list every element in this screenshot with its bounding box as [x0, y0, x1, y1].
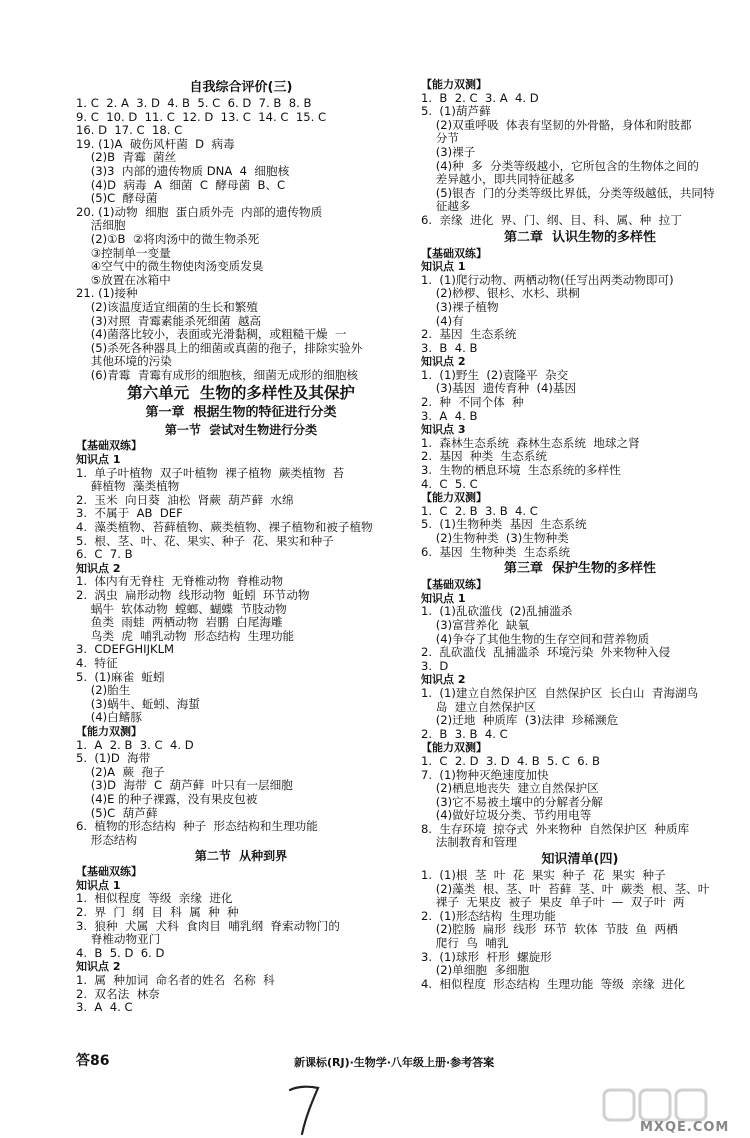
knowledge-point-label: 知识点 2	[421, 355, 466, 369]
chapter-heading: 自我综合评价(三)	[189, 80, 293, 95]
answer-line: (3)它不易被土壤中的分解者分解	[421, 795, 603, 809]
answer-line: 7. (1)物种灭绝速度加快	[421, 768, 549, 782]
answer-line: (3)裸子植物	[421, 300, 499, 314]
page-number: 答86	[76, 1053, 110, 1069]
section-heading: 【能力双测】	[421, 741, 487, 755]
chapter-heading: 第一节 尝试对生物进行分类	[164, 423, 318, 438]
answer-line: 2. 乱砍滥伐 乱捕滥杀 环境污染 外来物种入侵	[421, 646, 671, 660]
answer-line: (2)迁地 种质库 (3)法律 珍稀濒危	[421, 714, 619, 728]
answer-line: 21. (1)接种	[76, 287, 138, 301]
answer-line: ⑤放置在冰箱中	[76, 273, 171, 287]
answer-line: 6. 基因 生物种类 生态系统	[421, 545, 571, 559]
answer-line: (4)做好垃圾分类、节约用电等	[421, 809, 592, 823]
answer-line: 1. C 2. A 3. D 4. B 5. C 6. D 7. B 8. B	[76, 97, 312, 110]
watermark-text: MXQE.COM	[640, 1120, 730, 1135]
answer-line: 藓植物 藻类植物	[76, 480, 180, 494]
answer-line: 16. D 17. C 18. C	[76, 124, 183, 138]
answer-line: 1. (1)建立自然保护区 自然保护区 长白山 青海湖鸟	[421, 686, 699, 700]
answer-line: 差异越小，即共同特征越多	[421, 173, 575, 187]
answer-line: 1. C 2. D 3. D 4. B 5. C 6. B	[421, 754, 600, 768]
section-heading: 【能力双测】	[421, 78, 487, 91]
answer-line: 3. 不属于 AB DEF	[76, 507, 183, 521]
answer-line: 1. 单子叶植物 双子叶植物 裸子植物 蕨类植物 苔	[76, 466, 345, 480]
answer-line: (2)生物种类 (3)生物种类	[421, 532, 569, 545]
answer-line: 5. 根、茎、叶、花、果实、种子 花、果实和种子	[76, 534, 334, 548]
answer-line: 3. A 4. C	[76, 1001, 133, 1015]
answer-line: 3. 狼种 犬属 犬科 食肉目 哺乳纲 脊索动物门的	[76, 919, 340, 933]
answer-line: (2)单细胞 多细胞	[421, 964, 530, 978]
answer-line: 3. A 4. B	[421, 409, 478, 423]
answer-line: 1. (1)爬行动物、两栖动物(任写出两类动物即可)	[421, 273, 674, 287]
answer-line: 其他环境的污染	[76, 355, 172, 369]
answer-line: 2. (1)形态结构 生理功能	[421, 909, 556, 923]
answer-line: (3)D 海带 C 葫芦藓 叶只有一层细胞	[76, 779, 293, 793]
answer-line: (4)E 的种子裸露，没有果皮包被	[76, 792, 258, 806]
section-heading: 【能力双测】	[421, 491, 487, 505]
knowledge-point-label: 知识点 2	[76, 960, 121, 974]
answer-line: (2)桫椤、银杉、水杉、珙桐	[421, 287, 580, 301]
answer-line: (2)栖息地丧失 建立自然保护区	[421, 782, 599, 796]
answer-line: 3. D	[421, 659, 449, 673]
knowledge-point-label: 知识点 3	[421, 423, 466, 437]
chapter-heading: 第三章 保护生物的多样性	[503, 561, 657, 577]
answer-line: (4)D 病毒 A 细菌 C 酵母菌 B、C	[76, 178, 286, 192]
answer-line: 2. 基因 种类 生态系统	[421, 450, 547, 464]
knowledge-point-label: 知识点 1	[76, 453, 121, 467]
answer-line: (2)A 蕨 孢子	[76, 765, 165, 779]
answer-line: 2. B 3. B 4. C	[421, 727, 508, 741]
answer-line: (5)杀死各种器具上的细菌或真菌的孢子，排除实验外	[76, 341, 363, 355]
answer-line: (4)白鳍豚	[76, 711, 142, 725]
answer-line: 2. 基因 生态系统	[421, 328, 517, 342]
answer-line: (3)对照 青霉素能杀死细菌 越高	[76, 314, 262, 328]
answer-line: ④空气中的微生物使肉汤变质发臭	[76, 260, 264, 274]
answer-line: 分节	[421, 132, 459, 146]
section-heading: 【基础双练】	[421, 246, 487, 260]
section-heading: 【能力双测】	[76, 724, 142, 738]
answer-line: 20. (1)动物 细胞 蛋白质外壳 内部的遗传物质	[76, 205, 323, 219]
answer-line: 脊椎动物亚门	[76, 933, 161, 947]
answer-line: 形态结构	[76, 833, 138, 847]
answer-line: 5. (1)D 海带	[76, 752, 151, 766]
answer-line: (3)基因 遗传育种 (4)基因	[421, 382, 577, 396]
answer-line: 4. 特征	[76, 656, 118, 670]
answer-line: 1. (1)野生 (2)袁隆平 杂交	[421, 368, 569, 382]
answer-line: (4)种 多 分类等级越小，它所包含的生物体之间的	[421, 159, 699, 173]
answer-line: 5. (1)麻雀 蚯蚓	[76, 670, 165, 684]
answer-line: 岛 建立自然保护区	[421, 700, 536, 714]
answer-line: (2)该温度适宜细菌的生长和繁殖	[76, 300, 258, 314]
answer-line: 1. B 2. C 3. A 4. D	[421, 91, 539, 105]
answer-line: 活细胞	[76, 219, 126, 233]
section-heading: 【基础双练】	[76, 439, 142, 453]
answer-line: 2. 双名法 林奈	[76, 987, 160, 1001]
answer-line: (2)双重呼吸 体表有坚韧的外骨骼，身体和附肢都	[421, 118, 692, 132]
answer-line: 1. 体内有无脊柱 无脊椎动物 脊椎动物	[76, 575, 284, 589]
knowledge-point-label: 知识点 1	[76, 878, 121, 892]
answer-line: 2. 涡虫 扁形动物 线形动物 蚯蚓 环节动物	[76, 589, 310, 602]
knowledge-point-label: 知识点 1	[421, 591, 466, 605]
answer-line: 蜗牛 软体动物 螳螂、蝴蝶 节肢动物	[76, 602, 287, 616]
knowledge-point-label: 知识点 1	[421, 260, 466, 274]
answer-line: 3. B 4. B	[421, 341, 478, 355]
answer-line: (3)富营养化 缺氧	[421, 618, 530, 632]
answer-line: 4. B 5. D 6. D	[76, 946, 165, 960]
answer-line: (2)藻类 根、茎、叶 苔藓 茎、叶 蕨类 根、茎、叶	[421, 882, 710, 896]
answer-line: ③控制单一变量	[76, 246, 171, 260]
answer-line: 3. (1)球形 杆形 螺旋形	[421, 950, 552, 964]
answer-line: 4. C 5. C	[421, 477, 478, 491]
answer-line: (5)C 葫芦藓	[76, 806, 158, 820]
chapter-heading: 第六单元 生物的多样性及其保护	[127, 384, 355, 403]
section-heading: 【基础双练】	[421, 578, 487, 592]
answer-line: (2)腔肠 扁形 线形 环节 软体 节肢 鱼 两栖	[421, 923, 678, 937]
right-column	[421, 78, 739, 991]
knowledge-point-label: 知识点 2	[421, 673, 466, 687]
answer-line: (3)3 内部的遗传物质 DNA 4 细胞核	[76, 164, 290, 178]
answer-line: 3. 生物的栖息环境 生态系统的多样性	[421, 464, 621, 478]
answer-line: (5)C 酵母菌	[76, 192, 158, 206]
answer-line: 6. 亲缘 进化 界、门、纲、目、科、属、种 拉丁	[421, 213, 682, 227]
answer-line: 2. 界 门 纲 目 科 属 种 种	[76, 906, 239, 920]
chapter-heading: 知识清单(四)	[541, 852, 619, 868]
knowledge-point-label: 知识点 2	[76, 561, 121, 575]
chapter-heading: 第一章 根据生物的特征进行分类	[145, 405, 337, 421]
answer-line: 6. C 7. B	[76, 548, 133, 562]
answer-line: 法制教育和管理	[421, 836, 517, 850]
left-column	[76, 78, 406, 1015]
answer-line: 1. 属 种加词 命名者的姓名 名称 科	[76, 974, 275, 988]
answer-line: 5. (1)生物种类 基因 生态系统	[421, 518, 587, 532]
answer-line: (5)银杏 门的分类等级比界低，分类等级越低，共同特	[421, 186, 715, 200]
answer-line: (6)青霉 青霉有成形的细胞核，细菌无成形的细胞核	[76, 368, 359, 382]
answer-line: 5. (1)葫芦藓	[421, 105, 491, 119]
answer-line: 4. 相似程度 形态结构 生理功能 等级 亲缘 进化	[421, 977, 685, 991]
answer-line: 鱼类 雨蛙 两栖动物 岩鹏 白尾海雕	[76, 616, 283, 630]
answer-line: (4)有	[421, 314, 464, 328]
answer-line: (3)裸子	[421, 145, 476, 159]
answer-line: 鸟类 虎 哺乳动物 形态结构 生理功能	[76, 629, 295, 643]
handwritten-seven-mark	[284, 1082, 324, 1138]
answer-line: 征越多	[421, 200, 471, 214]
answer-line: 3. CDEFGHIJKLM	[76, 643, 175, 657]
section-heading: 【基础双练】	[76, 865, 142, 879]
answer-line: 1. (1)乱砍滥伐 (2)乱捕滥杀	[421, 605, 573, 619]
answer-line: 2. 种 不同个体 种	[421, 396, 524, 410]
answer-line: (3)蜗牛、蚯蚓、海蜇	[76, 697, 200, 711]
answer-line: 爬行 鸟 哺乳	[421, 937, 509, 951]
answer-line: 1. 森林生态系统 森林生态系统 地球之肾	[421, 436, 640, 450]
answer-line: 1. A 2. B 3. C 4. D	[76, 738, 194, 752]
answer-line: 9. C 10. D 11. C 12. D 13. C 14. C 15. C	[76, 110, 327, 124]
answer-line: 2. 玉米 向日葵 油松 肾蕨 葫芦藓 水绵	[76, 493, 294, 507]
answer-line: (2)胎生	[76, 684, 131, 698]
chapter-heading: 第二章 认识生物的多样性	[503, 229, 657, 245]
answer-line: 8. 生存环境 掠夺式 外来物种 自然保护区 种质库	[421, 822, 690, 836]
answer-line: 19. (1)A 破伤风杆菌 D 病毒	[76, 137, 235, 151]
answer-line: 1. C 2. B 3. B 4. C	[421, 504, 538, 518]
answer-line: 1. 相似程度 等级 亲缘 进化	[76, 892, 233, 906]
answer-line: 6. 植物的形态结构 种子 形态结构和生理功能	[76, 820, 318, 834]
answer-line: 4. 藻类植物、苔藓植物、蕨类植物、裸子植物和被子植物	[76, 521, 373, 535]
answer-line: 裸子 无果皮 被子 果皮 单子叶 — 双子叶 两	[421, 896, 685, 910]
answer-line: (4)争夺了其他生物的生存空间和营养物质	[421, 632, 650, 646]
answer-line: (2)①B ②将肉汤中的微生物杀死	[76, 232, 260, 246]
answer-line: (4)菌落比较小，表面或光滑黏稠，或粗糙干燥 一	[76, 328, 347, 342]
chapter-heading: 第二节 从种到界	[194, 849, 288, 864]
answer-line: 1. (1)根 茎 叶 花 果实 种子 花 果实 种子	[421, 869, 666, 883]
footer-caption: 新课标(RJ)·生物学·八年级上册·参考答案	[294, 1056, 495, 1069]
answer-line: (2)B 青霉 菌丝	[76, 151, 177, 165]
